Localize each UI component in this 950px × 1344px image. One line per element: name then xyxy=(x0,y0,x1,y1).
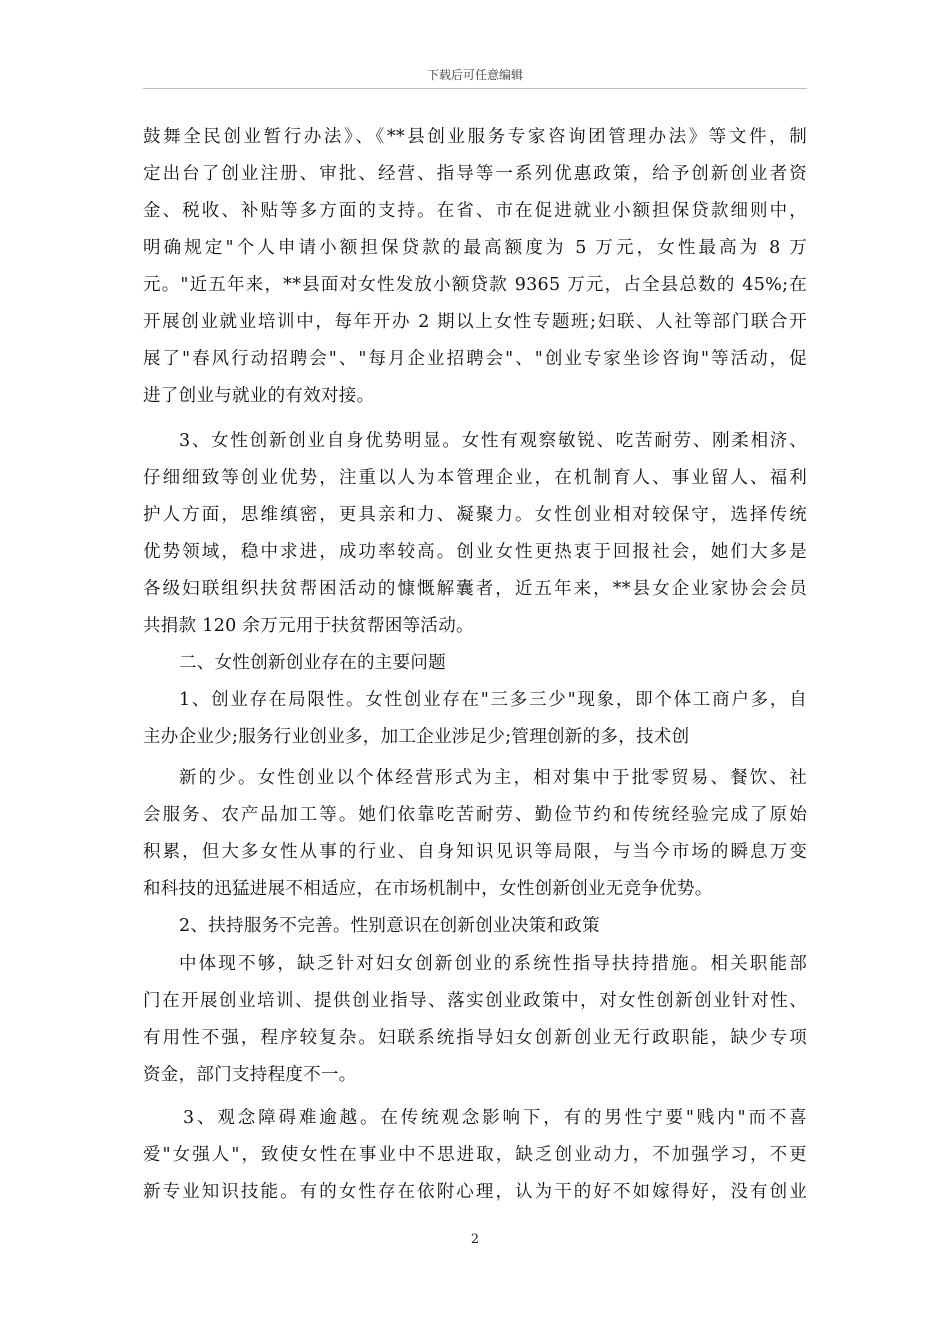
page-number: 2 xyxy=(470,1232,480,1247)
paragraph-line: 护人方面，思维缜密，更具亲和力、凝聚力。女性创业相对较保守，选择传统 xyxy=(143,505,807,525)
paragraph-line: 定出台了创业注册、审批、经营、指导等一系列优惠政策，给予创新创业者资 xyxy=(143,164,807,184)
paragraph-line: 3、观念障碍难逾越。在传统观念影响下，有的男性宁要"贱内"而不喜 xyxy=(183,1108,807,1128)
paragraph-line: 资金，部门支持程度不一。 xyxy=(143,1065,357,1085)
paragraph-line: 会服务、农产品加工等。她们依靠吃苦耐劳、勤俭节约和传统经验完成了原始 xyxy=(143,805,807,825)
paragraph-line: 1、创业存在局限性。女性创业存在"三多三少"现象，即个体工商户多，自 xyxy=(179,690,807,710)
paragraph-line: 新的少。女性创业以个体经营形式为主，相对集中于批零贸易、餐饮、社 xyxy=(179,768,807,788)
paragraph-line: 中体现不够，缺乏针对妇女创新创业的系统性指导扶持措施。相关职能部 xyxy=(179,954,807,974)
header-rule xyxy=(143,88,807,89)
paragraph-line: 积累，但大多女性从事的行业、自身知识见识等局限，与当今市场的瞬息万变 xyxy=(143,842,807,862)
paragraph-line: 开展创业就业培训中，每年开办 2 期以上女性专题班;妇联、人社等部门联合开 xyxy=(143,312,807,332)
paragraph-line: 和科技的迅猛进展不相适应，在市场机制中，女性创新创业无竞争优势。 xyxy=(143,879,713,899)
paragraph-line: 2、扶持服务不完善。性别意识在创新创业决策和政策 xyxy=(179,916,600,936)
paragraph-line: 各级妇联组织扶贫帮困活动的慷慨解囊者，近五年来，**县女企业家协会会员 xyxy=(143,579,807,599)
paragraph-line: 3、女性创新创业自身优势明显。女性有观察敏锐、吃苦耐劳、刚柔相济、 xyxy=(179,431,807,451)
paragraph-line: 有用性不强，程序较复杂。妇联系统指导妇女创新创业无行政职能，缺少专项 xyxy=(143,1028,807,1048)
paragraph-line: 优势领域，稳中求进，成功率较高。创业女性更热衷于回报社会，她们大多是 xyxy=(143,542,807,562)
paragraph-line: 共捐款 120 余万元用于扶贫帮困等活动。 xyxy=(143,616,474,636)
section-heading: 二、女性创新创业存在的主要问题 xyxy=(179,653,446,673)
paragraph-line: 门在开展创业培训、提供创业指导、落实创业政策中，对女性创新创业针对性、 xyxy=(143,991,807,1011)
paragraph-line: 明确规定"个人申请小额担保贷款的最高额度为 5 万元，女性最高为 8 万 xyxy=(143,238,807,258)
paragraph-line: 元。"近五年来，**县面对女性发放小额贷款 9365 万元，占全县总数的 45%;在 xyxy=(143,275,807,295)
paragraph-line: 仔细细致等创业优势，注重以人为本管理企业，在机制育人、事业留人、福利 xyxy=(143,468,807,488)
paragraph-line: 展了"春风行动招聘会"、"每月企业招聘会"、"创业专家坐诊咨询"等活动，促 xyxy=(143,349,807,369)
paragraph-line: 金、税收、补贴等多方面的支持。在省、市在促进就业小额担保贷款细则中， xyxy=(143,201,807,221)
page-header: 下载后可任意编辑 xyxy=(426,68,523,82)
paragraph-line: 鼓舞全民创业暂行办法》、《**县创业服务专家咨询团管理办法》等文件，制 xyxy=(143,127,807,147)
paragraph-line: 新专业知识技能。有的女性存在依附心理，认为干的好不如嫁得好，没有创业 xyxy=(143,1182,807,1202)
paragraph-line: 爱"女强人"，致使女性在事业中不思进取，缺乏创业动力，不加强学习，不更 xyxy=(143,1145,807,1165)
paragraph-line: 主办企业少;服务行业创业多，加工企业涉足少;管理创新的多，技术创 xyxy=(143,727,690,747)
paragraph-line: 进了创业与就业的有效对接。 xyxy=(143,386,375,406)
